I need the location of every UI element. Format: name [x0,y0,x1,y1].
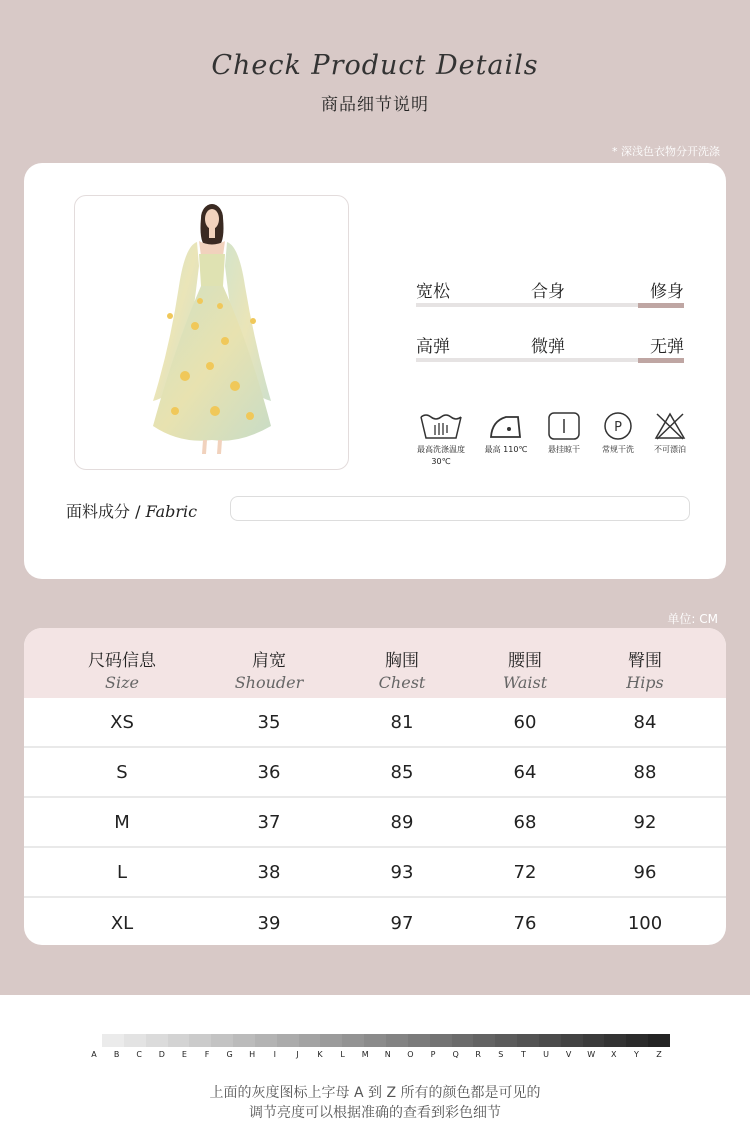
care-nobleach [635,411,705,456]
stretch-scale-marker [638,358,684,363]
care-iron-label: 最高 110℃ [484,445,528,454]
header-chest: 胸围 Chest [378,651,426,692]
grayscale-swatch [277,1034,299,1047]
svg-text:P: P [614,420,622,435]
grayscale-swatch [561,1034,583,1047]
grayscale-swatch [539,1034,561,1047]
grayscale-letter: N [384,1050,391,1059]
grayscale-swatch [299,1034,321,1047]
grayscale-letter: Z [656,1050,662,1059]
grayscale-letter: U [543,1050,549,1059]
grayscale-letter: B [113,1050,120,1059]
header-waist: 腰围 Waist [502,651,548,692]
grayscale-letter: X [611,1050,617,1059]
grayscale-swatch [189,1034,211,1047]
grayscale-letter: C [136,1050,142,1059]
grayscale-caption [0,1083,750,1122]
page-title-cn: 商品细节说明 [321,95,429,115]
grayscale-swatch [211,1034,233,1047]
size-table-header [24,628,726,698]
grayscale-letter: V [565,1050,572,1059]
grayscale-letter: Y [633,1050,639,1059]
header-size: 尺码信息 Size [88,651,156,692]
header-shoulder: 肩宽 Shouder [234,651,304,692]
grayscale-letter: S [498,1050,504,1059]
grayscale-letter: A [91,1050,97,1059]
grayscale-swatch [626,1034,648,1047]
grayscale-swatch [648,1034,670,1047]
wash-note: * 深浅色衣物分开洗涤 [612,145,720,158]
fit-scale [416,277,684,307]
page-title-en: Check Product Details [211,50,539,81]
grayscale-letter: I [273,1050,276,1059]
dry-clean-icon [603,411,633,441]
grayscale-letter: P [430,1050,436,1059]
grayscale-swatch [102,1034,124,1047]
grayscale-letter: O [407,1050,414,1059]
grayscale-swatch [604,1034,626,1047]
grayscale-swatch [168,1034,190,1047]
grayscale-letter: D [158,1050,165,1059]
stretch-slight-label: 微弹 [531,337,565,357]
care-nobleach-label: 不可漂泊 [654,445,686,454]
grayscale-swatch [146,1034,168,1047]
stretch-none-label: 无弹 [650,337,684,357]
table-row: L 38 93 72 96 [24,848,726,898]
no-bleach-icon [653,411,687,441]
stretch-scale [416,332,684,362]
fabric-label-en: Fabric [145,502,198,521]
care-wash [406,411,476,468]
grayscale-swatch [364,1034,386,1047]
iron-icon [486,411,526,441]
fabric-label [66,499,197,522]
grayscale-swatch [495,1034,517,1047]
table-row: XS 35 81 60 84 [24,698,726,748]
grayscale-letter: F [204,1050,210,1059]
grayscale-swatch [342,1034,364,1047]
fit-slim-label: 修身 [650,282,684,302]
grayscale-swatch [430,1034,452,1047]
grayscale-swatch [473,1034,495,1047]
grayscale-swatch [452,1034,474,1047]
grayscale-letter: K [317,1050,323,1059]
grayscale-swatch [408,1034,430,1047]
table-row: XL 39 97 76 100 [110,913,663,934]
fabric-value-box [230,496,690,521]
grayscale-letter: G [226,1050,233,1059]
grayscale-letter: T [520,1050,526,1059]
care-wash-label: 最高洗涤温度 30℃ [417,445,465,466]
fabric-label-cn: 面料成分 / [66,502,141,521]
grayscale-letter: E [181,1050,187,1059]
grayscale-letter: M [361,1050,369,1059]
grayscale-caption-line2: 调节亮度可以根据准确的查看到彩色细节 [249,1105,501,1121]
care-hang-label: 悬挂晾干 [548,445,580,454]
fit-scale-marker [638,303,684,308]
table-row: M 37 89 68 92 [24,798,726,848]
grayscale-swatch [233,1034,255,1047]
fit-regular-label: 合身 [531,282,565,302]
care-dryclean-label: 常规干洗 [602,445,634,454]
grayscale-swatch [386,1034,408,1047]
table-row: S 36 85 64 88 [24,748,726,798]
grayscale-letter: W [587,1050,596,1059]
fit-loose-label: 宽松 [416,282,450,302]
grayscale-bar [102,1034,670,1047]
grayscale-swatch [124,1034,146,1047]
grayscale-letter: R [475,1050,481,1059]
grayscale-letter: Q [452,1050,459,1059]
grayscale-swatch [583,1034,605,1047]
grayscale-swatch [517,1034,539,1047]
hang-dry-icon [547,411,581,441]
stretch-high-label: 高弹 [416,337,450,357]
grayscale-swatch [320,1034,342,1047]
header-hips: 臀围 Hips [626,651,664,692]
size-table [24,628,726,945]
grayscale-letter: J [296,1050,299,1059]
grayscale-swatch [255,1034,277,1047]
grayscale-caption-line1: 上面的灰度图标上字母 A 到 Z 所有的颜色都是可见的 [209,1085,541,1101]
product-details-card [24,163,726,579]
wash-tub-icon [418,411,464,441]
unit-label: 单位: CM [667,612,718,626]
grayscale-letters [80,1050,684,1062]
product-image [74,195,349,470]
grayscale-letter: H [249,1050,256,1059]
grayscale-letter: L [340,1050,345,1059]
